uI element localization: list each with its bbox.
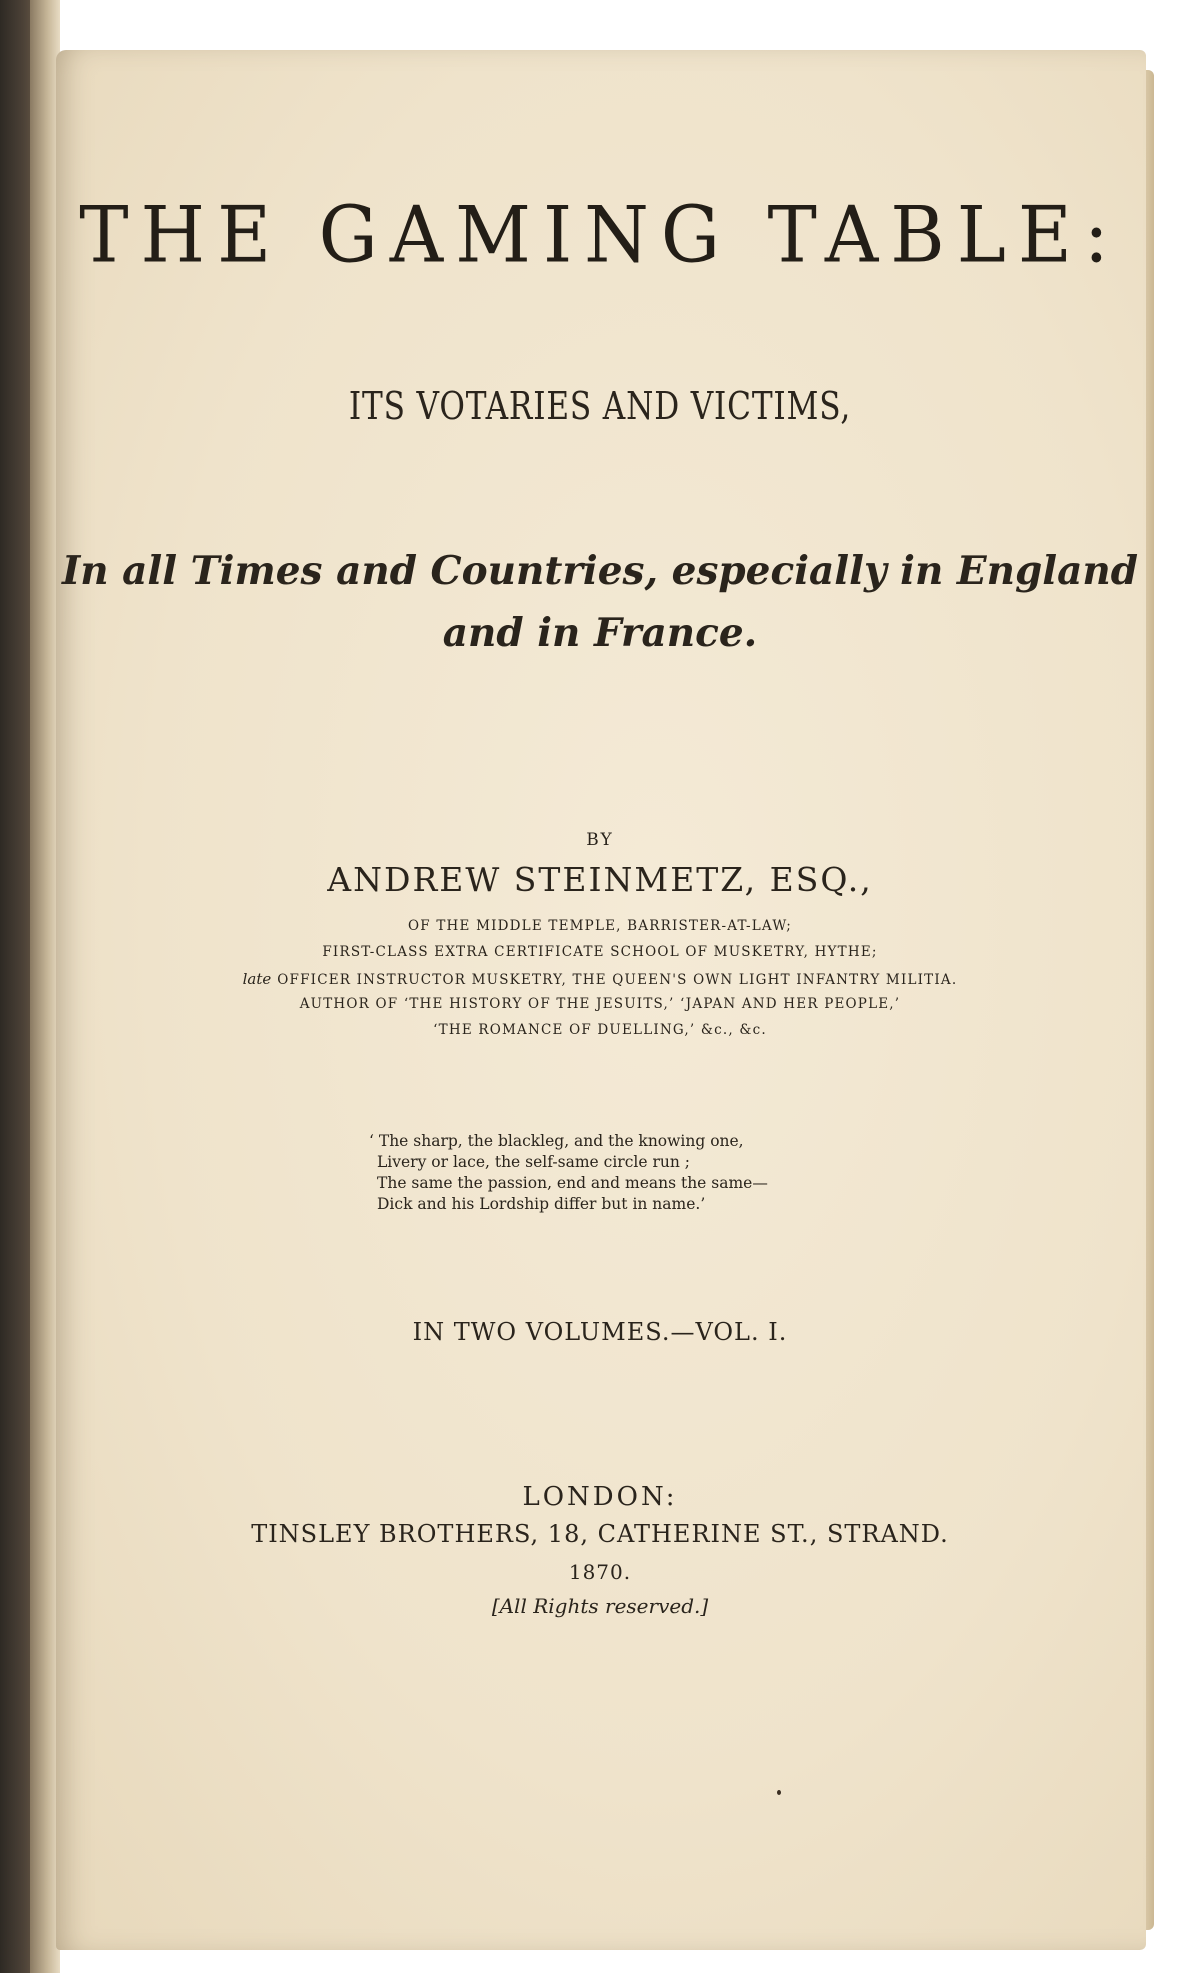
volume-statement: IN TWO VOLUMES.—VOL. I.: [412, 1318, 788, 1346]
book-subtitle: ITS VOTARIES AND VICTIMS,: [348, 384, 852, 428]
epigraph-line: ‘ The sharp, the blackleg, and the knowing one,: [369, 1132, 744, 1150]
imprint-city: LONDON:: [522, 1482, 678, 1512]
author-name: ANDREW STEINMETZ, ESQ.,: [327, 860, 873, 899]
imprint-publisher: TINSLEY BROTHERS, 18, CATHERINE ST., STRAND.: [251, 1520, 949, 1548]
imprint-year: 1870.: [568, 1560, 632, 1584]
epigraph: [369, 1131, 768, 1215]
credential-line: OF THE MIDDLE TEMPLE, BARRISTER-AT-LAW;: [408, 918, 792, 934]
credential-prefix: late: [242, 970, 272, 988]
by-line: BY: [586, 830, 614, 850]
credential-line: FIRST-CLASS EXTRA CERTIFICATE SCHOOL OF MUSKETRY, HYTHE;: [322, 944, 878, 960]
epigraph-line: Dick and his Lordship differ but in name.’: [377, 1195, 706, 1213]
credential-line: [0, 970, 1200, 988]
blackletter-line-2: and in France.: [442, 610, 758, 656]
blackletter-line-1: In all Times and Countries, especially in England: [61, 548, 1138, 594]
rights-notice: [All Rights reserved.]: [491, 1594, 709, 1618]
epigraph-line: The same the passion, end and means the same—: [377, 1174, 768, 1192]
epigraph-line: Livery or lace, the self-same circle run ;: [377, 1153, 690, 1171]
book-title: THE GAMING TABLE:: [79, 189, 1121, 281]
credential-line: AUTHOR OF ‘THE HISTORY OF THE JESUITS,’ ‘JAPAN AND HER PEOPLE,’: [299, 996, 901, 1012]
credential-text: OFFICER INSTRUCTOR MUSKETRY, THE QUEEN'S OWN LIGHT INFANTRY MILITIA.: [277, 972, 958, 988]
paper-speck: [777, 1790, 781, 1795]
credential-line: ‘THE ROMANCE OF DUELLING,’ &c., &c.: [433, 1022, 767, 1038]
